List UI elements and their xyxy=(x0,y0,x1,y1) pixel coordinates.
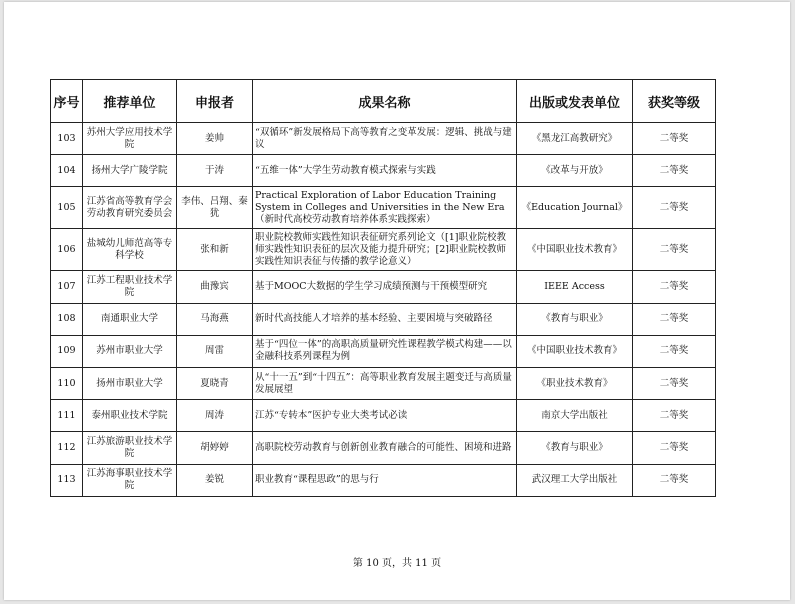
cell-applicant: 周雷 xyxy=(177,335,253,367)
table-header-row xyxy=(51,80,716,123)
header-title: 成果名称 xyxy=(253,80,517,123)
table-row xyxy=(51,187,716,229)
cell-seq: 109 xyxy=(51,335,83,367)
cell-unit: 盐城幼儿师范高等专科学校 xyxy=(83,229,177,271)
cell-title: “五维一体”大学生劳动教育模式探索与实践 xyxy=(253,155,517,187)
header-seq: 序号 xyxy=(51,80,83,123)
cell-applicant: 姜锐 xyxy=(177,464,253,496)
table-row xyxy=(51,271,716,303)
cell-seq: 103 xyxy=(51,123,83,155)
cell-publisher: 《职业技术教育》 xyxy=(517,367,633,399)
cell-unit: 江苏省高等教育学会劳动教育研究委员会 xyxy=(83,187,177,229)
cell-title: 职业院校教师实践性知识表征研究系列论文（[1]职业院校教师实践性知识表征的层次及能力提升研究；[2]职业院校教师实践性知识表征与传播的教学论意义） xyxy=(253,229,517,271)
cell-award: 二等奖 xyxy=(633,464,716,496)
cell-unit: 苏州市职业大学 xyxy=(83,335,177,367)
table-row xyxy=(51,400,716,432)
table-row xyxy=(51,155,716,187)
cell-applicant: 于涛 xyxy=(177,155,253,187)
header-publisher: 出版或发表单位 xyxy=(517,80,633,123)
cell-applicant: 夏晓青 xyxy=(177,367,253,399)
cell-award: 二等奖 xyxy=(633,155,716,187)
cell-award: 二等奖 xyxy=(633,367,716,399)
cell-applicant: 马海燕 xyxy=(177,303,253,335)
cell-title: 基于MOOC大数据的学生学习成绩预测与干预模型研究 xyxy=(253,271,517,303)
cell-applicant: 李伟、吕翔、秦犹 xyxy=(177,187,253,229)
table-row xyxy=(51,432,716,464)
table-row xyxy=(51,303,716,335)
cell-award: 二等奖 xyxy=(633,303,716,335)
cell-title: 新时代高技能人才培养的基本经验、主要困境与突破路径 xyxy=(253,303,517,335)
cell-unit: 苏州大学应用技术学院 xyxy=(83,123,177,155)
cell-title: 高职院校劳动教育与创新创业教育融合的可能性、困境和进路 xyxy=(253,432,517,464)
header-applicant: 申报者 xyxy=(177,80,253,123)
cell-seq: 112 xyxy=(51,432,83,464)
cell-award: 二等奖 xyxy=(633,271,716,303)
cell-seq: 111 xyxy=(51,400,83,432)
table-row xyxy=(51,335,716,367)
cell-publisher: 《教育与职业》 xyxy=(517,303,633,335)
cell-seq: 110 xyxy=(51,367,83,399)
header-award: 获奖等级 xyxy=(633,80,716,123)
cell-award: 二等奖 xyxy=(633,335,716,367)
cell-award: 二等奖 xyxy=(633,123,716,155)
cell-publisher: 《中国职业技术教育》 xyxy=(517,229,633,271)
cell-title: 基于“四位一体”的高职高质量研究性课程教学模式构建——以金融科技系列课程为例 xyxy=(253,335,517,367)
cell-unit: 南通职业大学 xyxy=(83,303,177,335)
cell-publisher: 《黑龙江高教研究》 xyxy=(517,123,633,155)
cell-seq: 106 xyxy=(51,229,83,271)
table-row xyxy=(51,229,716,271)
table-row xyxy=(51,367,716,399)
table-row xyxy=(51,464,716,496)
awards-table xyxy=(50,79,716,497)
cell-title: Practical Exploration of Labor Education Training System in Colleges and Universities in the New Era（新时代高校劳动教育培养体系实践探索） xyxy=(253,187,517,229)
cell-unit: 泰州职业技术学院 xyxy=(83,400,177,432)
cell-award: 二等奖 xyxy=(633,229,716,271)
cell-publisher: 《中国职业技术教育》 xyxy=(517,335,633,367)
header-unit: 推荐单位 xyxy=(83,80,177,123)
cell-seq: 107 xyxy=(51,271,83,303)
cell-title: 从“十一五”到“十四五”：高等职业教育发展主题变迁与高质量发展展望 xyxy=(253,367,517,399)
cell-publisher: 《改革与开放》 xyxy=(517,155,633,187)
cell-award: 二等奖 xyxy=(633,400,716,432)
cell-title: “双循环”新发展格局下高等教育之变革发展：逻辑、挑战与建议 xyxy=(253,123,517,155)
cell-seq: 108 xyxy=(51,303,83,335)
cell-publisher: 武汉理工大学出版社 xyxy=(517,464,633,496)
cell-applicant: 张和新 xyxy=(177,229,253,271)
cell-applicant: 曲豫宾 xyxy=(177,271,253,303)
document-page xyxy=(4,2,790,600)
cell-seq: 105 xyxy=(51,187,83,229)
cell-title: 江苏“专转本”医护专业大类考试必读 xyxy=(253,400,517,432)
table-row xyxy=(51,123,716,155)
cell-unit: 扬州市职业大学 xyxy=(83,367,177,399)
cell-publisher: IEEE Access xyxy=(517,271,633,303)
cell-award: 二等奖 xyxy=(633,187,716,229)
cell-applicant: 姜帅 xyxy=(177,123,253,155)
cell-unit: 扬州大学广陵学院 xyxy=(83,155,177,187)
cell-seq: 104 xyxy=(51,155,83,187)
cell-unit: 江苏海事职业技术学院 xyxy=(83,464,177,496)
cell-title: 职业教育“课程思政”的思与行 xyxy=(253,464,517,496)
page-number-footer: 第 10 页，共 11 页 xyxy=(352,558,442,569)
cell-award: 二等奖 xyxy=(633,432,716,464)
cell-seq: 113 xyxy=(51,464,83,496)
cell-publisher: 《Education Journal》 xyxy=(517,187,633,229)
cell-applicant: 胡婷婷 xyxy=(177,432,253,464)
cell-applicant: 周涛 xyxy=(177,400,253,432)
cell-publisher: 《教育与职业》 xyxy=(517,432,633,464)
cell-unit: 江苏旅游职业技术学院 xyxy=(83,432,177,464)
cell-unit: 江苏工程职业技术学院 xyxy=(83,271,177,303)
cell-publisher: 南京大学出版社 xyxy=(517,400,633,432)
